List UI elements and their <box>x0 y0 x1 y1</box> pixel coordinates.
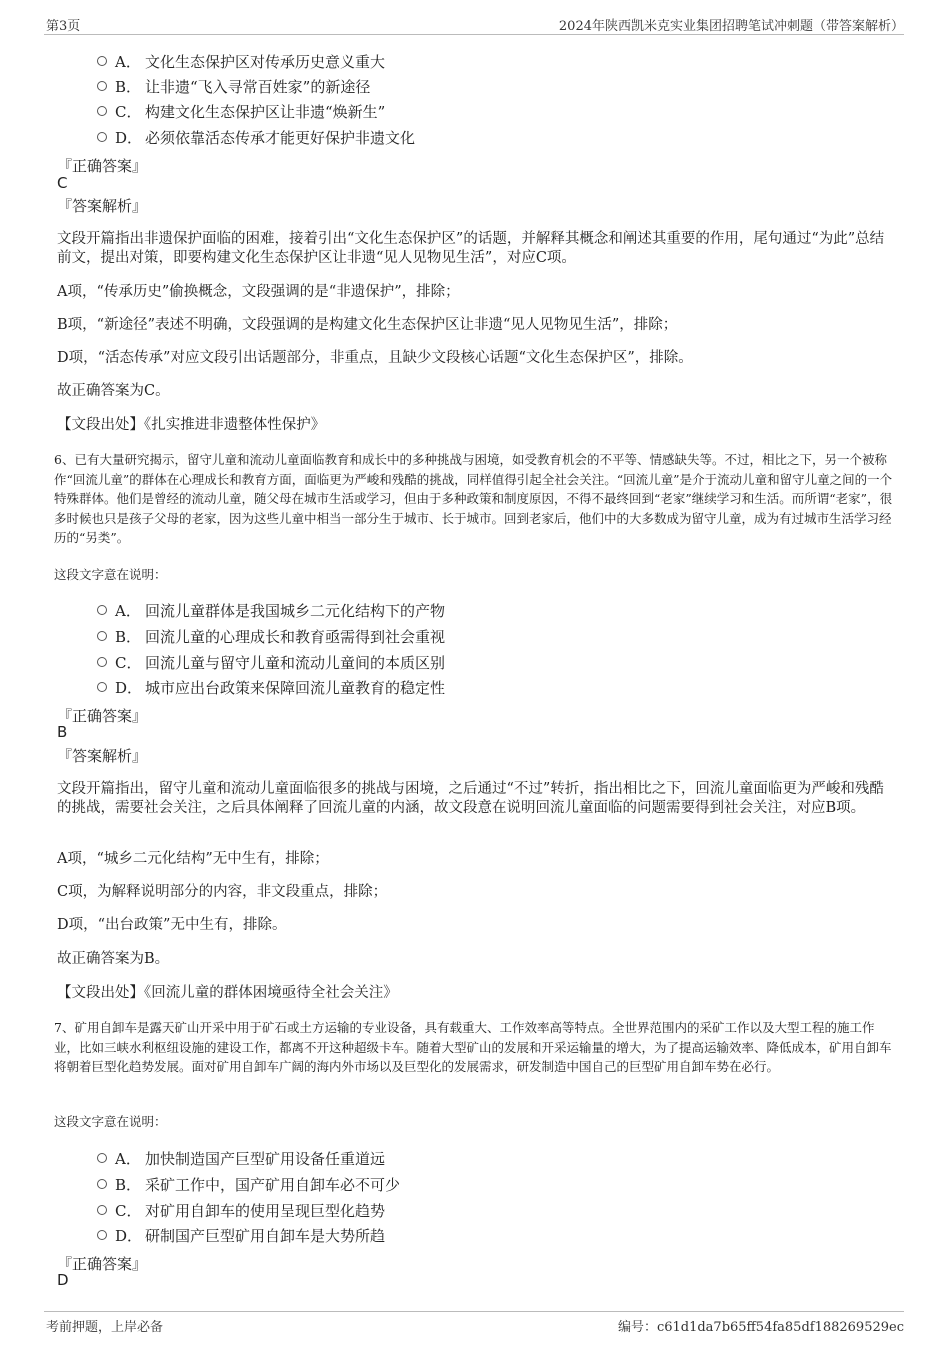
radio-button[interactable] <box>97 1179 107 1189</box>
q6-answer: B <box>57 723 68 741</box>
page-footer <box>44 1311 904 1336</box>
document-title: 2024年陕西凯米克实业集团招聘笔试冲刺题（带答案解析） <box>558 19 904 34</box>
q6-analysis-c: C项，为解释说明部分的内容，非文段重点，排除； <box>57 884 388 900</box>
radio-button[interactable] <box>97 1230 107 1240</box>
q6-answer-label: 『正确答案』 <box>57 707 148 725</box>
q5-analysis-d: D项，“活态传承”对应文段引出话题部分，非重点，且缺少文段核心话题“文化生态保护区”，排除。 <box>57 350 693 366</box>
radio-button[interactable] <box>97 682 107 692</box>
radio-button[interactable] <box>97 132 107 142</box>
q6-analysis-d: D项，“出台政策”无中生有，排除。 <box>57 917 287 933</box>
q7-answer: D <box>57 1271 69 1289</box>
q6-analysis-a: A项，“城乡二元化结构”无中生有，排除； <box>57 851 329 867</box>
footer-slogan: 考前押题，上岸必备 <box>46 1320 164 1335</box>
q7-answer-label: 『正确答案』 <box>57 1255 148 1273</box>
document-code: 编号：c61d1da7b65ff54fa85df188269529ec <box>617 1320 904 1335</box>
radio-button[interactable] <box>97 106 107 116</box>
q5-analysis-paragraph: 文段开篇指出非遗保护面临的困难，接着引出“文化生态保护区”的话题，并解释其概念和阐述其重要的作用，尾句通过“为此”总结前文，提出对策，即要构建文化生态保护区让非遗“见人见物见生活”，对应C项。 <box>57 231 885 266</box>
q5-answer-label: 『正确答案』 <box>57 157 148 175</box>
q7-prompt: 这段文字意在说明： <box>54 1114 167 1129</box>
q5-answer: C <box>57 174 68 192</box>
radio-button[interactable] <box>97 56 107 66</box>
radio-button[interactable] <box>97 1153 107 1163</box>
q5-conclusion: 故正确答案为C。 <box>57 383 170 399</box>
radio-button[interactable] <box>97 81 107 91</box>
q6-prompt: 这段文字意在说明： <box>54 567 167 582</box>
radio-button[interactable] <box>97 631 107 641</box>
q6-conclusion: 故正确答案为B。 <box>57 951 170 967</box>
page-header <box>44 12 904 35</box>
q5-analysis-label: 『答案解析』 <box>57 197 148 215</box>
q5-source: 【文段出处】《扎实推进非遗整体性保护》 <box>57 417 326 433</box>
q6-analysis-label: 『答案解析』 <box>57 747 148 765</box>
radio-button[interactable] <box>97 605 107 615</box>
q6-analysis-paragraph: 文段开篇指出，留守儿童和流动儿童面临很多的挑战与困境，之后通过“不过”转折，指出相比之下，回流儿童面临更为严峻和残酷的挑战，需要社会关注，之后具体阐释了回流儿童的内涵，故文段意在说明回流儿童面临的问题需要得到社会关注，对应B项。 <box>57 781 884 816</box>
q6-stem: 6、已有大量研究揭示，留守儿童和流动儿童面临教育和成长中的多种挑战与困境，如受教育机会的不平等、情感缺失等。不过，相比之下，另一个被称作“回流儿童”的群体在心理成长和教育方面，面临更为严峻和残酷的挑战，同样值得引起全社会关注。“回流儿童”是介于流动儿童和留守儿童之间的一个特殊群体。他们是曾经的流动儿童，随父母在城市生活或学习，但由于多种政策和制度原因，不得不最终回到“老家”继续学习和生活。而所谓“老家”，很多时候也只是孩子父母的老家，因为这些儿童中相当一部分生于城市、长于城市。回到老家后，他们中的大多数成为留守儿童，成为有过城市生活学习经历的“另类”。 <box>54 452 893 545</box>
q5-analysis-a: A项，“传承历史”偷换概念，文段强调的是“非遗保护”，排除； <box>57 284 460 300</box>
q6-source: 【文段出处】《回流儿童的群体困境亟待全社会关注》 <box>57 985 398 1001</box>
radio-button[interactable] <box>97 657 107 667</box>
q7-stem: 7、矿用自卸车是露天矿山开采中用于矿石或土方运输的专业设备，具有载重大、工作效率高等特点。全世界范围内的采矿工作以及大型工程的施工作业，比如三峡水利枢纽设施的建设工作，都离不开这种超级卡车。随着大型矿山的发展和开采运输量的增大，为了提高运输效率、降低成本，矿用自卸车将朝着巨型化趋势发展。面对矿用自卸车广阔的海内外市场以及巨型化的发展需求，研发制造中国自己的巨型矿用自卸车势在必行。 <box>54 1020 892 1074</box>
q5-analysis-b: B项，“新途径”表述不明确，文段强调的是构建文化生态保护区让非遗“见人见物见生活”，排除； <box>57 317 678 333</box>
radio-button[interactable] <box>97 1205 107 1215</box>
page-number: 第3页 <box>46 19 81 34</box>
